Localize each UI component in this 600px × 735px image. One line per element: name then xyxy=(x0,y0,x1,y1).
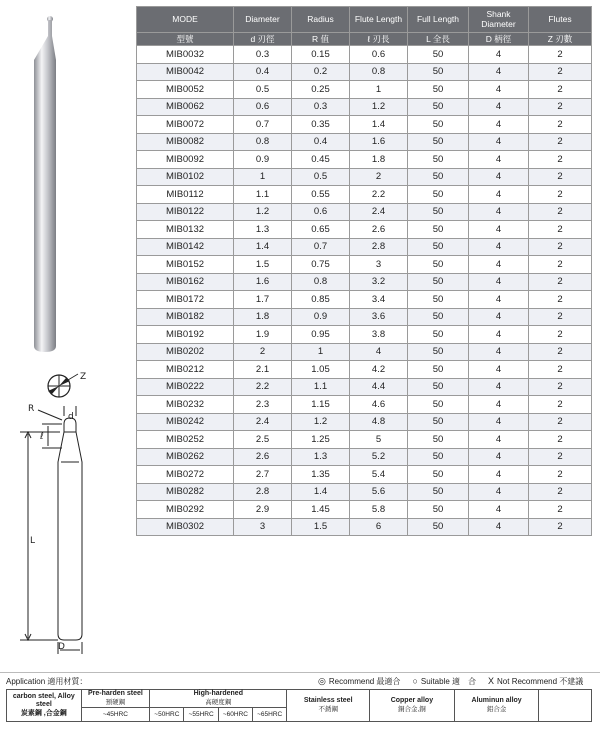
cell-radius: 1.05 xyxy=(292,361,350,379)
cell-shank-diameter: 4 xyxy=(469,378,529,396)
cell-shank-diameter: 4 xyxy=(469,63,529,81)
cell-model: MIB0262 xyxy=(137,448,234,466)
cell-radius: 1.4 xyxy=(292,483,350,501)
table-row xyxy=(137,431,592,449)
table-row xyxy=(137,483,592,501)
cell-shank-diameter: 4 xyxy=(469,81,529,99)
cell-flute-length: 5 xyxy=(350,431,408,449)
cell-radius: 0.55 xyxy=(292,186,350,204)
table-row xyxy=(137,291,592,309)
cell-flute-length: 0.8 xyxy=(350,63,408,81)
header-flutes: Flutes xyxy=(529,7,592,33)
application-label: Application 適用材質： xyxy=(6,677,88,686)
cell-radius: 0.25 xyxy=(292,81,350,99)
cell-shank-diameter: 4 xyxy=(469,186,529,204)
cell-flute-length: 6 xyxy=(350,518,408,536)
full-length-label: L xyxy=(30,536,36,546)
cell-flutes: 2 xyxy=(529,151,592,169)
cell-radius: 1.15 xyxy=(292,396,350,414)
cell-full-length: 50 xyxy=(408,501,469,519)
flute-length-label: ℓ xyxy=(40,432,44,442)
cell-radius: 0.8 xyxy=(292,273,350,291)
cell-flute-length: 1.8 xyxy=(350,151,408,169)
pre-harden-range: ~45HRC xyxy=(81,708,150,722)
table-row xyxy=(137,256,592,274)
radius-label: R xyxy=(28,404,35,414)
cell-flutes: 2 xyxy=(529,326,592,344)
cell-flutes: 2 xyxy=(529,413,592,431)
cell-flutes: 2 xyxy=(529,46,592,64)
recommend-symbol: ◎ xyxy=(318,676,326,686)
material-carbon-steel xyxy=(7,690,82,722)
cell-full-length: 50 xyxy=(408,46,469,64)
cell-flute-length: 3.6 xyxy=(350,308,408,326)
cell-full-length: 50 xyxy=(408,396,469,414)
dimension-diagram xyxy=(14,398,124,662)
cell-shank-diameter: 4 xyxy=(469,46,529,64)
cell-model: MIB0162 xyxy=(137,273,234,291)
cell-flutes: 2 xyxy=(529,273,592,291)
cell-model: MIB0032 xyxy=(137,46,234,64)
cell-diameter: 2.6 xyxy=(234,448,292,466)
cell-flute-length: 3.8 xyxy=(350,326,408,344)
cell-flutes: 2 xyxy=(529,221,592,239)
copper-en: Copper alloy xyxy=(390,697,434,705)
cell-model: MIB0252 xyxy=(137,431,234,449)
cell-diameter: 1 xyxy=(234,168,292,186)
suitable-symbol: ○ xyxy=(412,676,418,686)
subheader-mode: 型號 xyxy=(137,33,234,46)
cell-flute-length: 1.4 xyxy=(350,116,408,134)
legend-recommend xyxy=(318,676,400,687)
cell-flutes: 2 xyxy=(529,396,592,414)
cell-full-length: 50 xyxy=(408,413,469,431)
legend-not-recommend xyxy=(488,676,583,687)
cell-flutes: 2 xyxy=(529,238,592,256)
cell-flute-length: 5.8 xyxy=(350,501,408,519)
cell-shank-diameter: 4 xyxy=(469,413,529,431)
cell-model: MIB0152 xyxy=(137,256,234,274)
table-row xyxy=(137,203,592,221)
legend-suitable xyxy=(412,676,476,687)
table-row xyxy=(137,168,592,186)
cell-diameter: 1.3 xyxy=(234,221,292,239)
application-header-row xyxy=(7,690,592,708)
shank-diameter-label: D xyxy=(58,642,65,652)
suitable-text: Suitable 適 合 xyxy=(420,677,477,686)
cell-model: MIB0122 xyxy=(137,203,234,221)
table-row xyxy=(137,116,592,134)
cell-shank-diameter: 4 xyxy=(469,98,529,116)
cell-model: MIB0102 xyxy=(137,168,234,186)
cell-shank-diameter: 4 xyxy=(469,273,529,291)
cell-flute-length: 3.2 xyxy=(350,273,408,291)
high-hardened-range-60: ~60HRC xyxy=(218,708,252,722)
cell-model: MIB0222 xyxy=(137,378,234,396)
material-high-hardened xyxy=(150,690,287,708)
cell-shank-diameter: 4 xyxy=(469,326,529,344)
cell-diameter: 0.9 xyxy=(234,151,292,169)
cell-flutes: 2 xyxy=(529,343,592,361)
cell-flute-length: 2 xyxy=(350,168,408,186)
cell-full-length: 50 xyxy=(408,63,469,81)
table-row xyxy=(137,186,592,204)
cell-diameter: 0.6 xyxy=(234,98,292,116)
cell-diameter: 0.7 xyxy=(234,116,292,134)
not-recommend-text: Not Recommend 不建議 xyxy=(497,677,584,686)
pre-harden-zh: 預硬鋼 xyxy=(105,698,126,706)
cell-radius: 1.2 xyxy=(292,413,350,431)
cell-flute-length: 4.6 xyxy=(350,396,408,414)
material-pre-harden xyxy=(81,690,150,708)
cell-flute-length: 4.2 xyxy=(350,361,408,379)
cell-flutes: 2 xyxy=(529,291,592,309)
flute-count-label: Z xyxy=(80,372,87,382)
cell-diameter: 1.7 xyxy=(234,291,292,309)
cell-flutes: 2 xyxy=(529,361,592,379)
high-hardened-zh: 高硬度鋼 xyxy=(205,698,232,706)
cell-radius: 0.45 xyxy=(292,151,350,169)
cell-model: MIB0072 xyxy=(137,116,234,134)
cell-flutes: 2 xyxy=(529,133,592,151)
cell-model: MIB0112 xyxy=(137,186,234,204)
cell-full-length: 50 xyxy=(408,256,469,274)
cell-diameter: 1.6 xyxy=(234,273,292,291)
cell-model: MIB0172 xyxy=(137,291,234,309)
cell-flute-length: 5.6 xyxy=(350,483,408,501)
high-hardened-range-65: ~65HRC xyxy=(253,708,287,722)
cell-flute-length: 2.2 xyxy=(350,186,408,204)
spec-table xyxy=(136,6,592,536)
subheader-radius: R 值 xyxy=(292,33,350,46)
cell-radius: 1.1 xyxy=(292,378,350,396)
cell-model: MIB0202 xyxy=(137,343,234,361)
cell-shank-diameter: 4 xyxy=(469,466,529,484)
carbon-steel-zh: 炭素鋼 ,合金鋼 xyxy=(20,709,67,717)
end-mill-photo xyxy=(28,14,62,354)
cell-diameter: 1.4 xyxy=(234,238,292,256)
cell-full-length: 50 xyxy=(408,273,469,291)
subheader-flute-length: ℓ 刃長 xyxy=(350,33,408,46)
cell-full-length: 50 xyxy=(408,238,469,256)
cell-flutes: 2 xyxy=(529,501,592,519)
table-row xyxy=(137,413,592,431)
subheader-diameter: d 刃徑 xyxy=(234,33,292,46)
cell-radius: 0.15 xyxy=(292,46,350,64)
material-copper xyxy=(370,690,455,722)
table-row xyxy=(137,501,592,519)
cell-shank-diameter: 4 xyxy=(469,501,529,519)
cell-model: MIB0302 xyxy=(137,518,234,536)
cell-model: MIB0092 xyxy=(137,151,234,169)
cell-diameter: 0.5 xyxy=(234,81,292,99)
cell-flutes: 2 xyxy=(529,518,592,536)
cell-shank-diameter: 4 xyxy=(469,448,529,466)
cell-model: MIB0052 xyxy=(137,81,234,99)
subheader-shank-diameter: D 柄徑 xyxy=(469,33,529,46)
cell-flutes: 2 xyxy=(529,203,592,221)
cell-flutes: 2 xyxy=(529,308,592,326)
cell-flutes: 2 xyxy=(529,483,592,501)
not-recommend-symbol: X xyxy=(488,676,495,686)
table-row xyxy=(137,63,592,81)
spec-table-container xyxy=(136,6,591,536)
cell-model: MIB0142 xyxy=(137,238,234,256)
cell-shank-diameter: 4 xyxy=(469,151,529,169)
table-row xyxy=(137,466,592,484)
table-row xyxy=(137,378,592,396)
stainless-en: Stainless steel xyxy=(303,697,353,705)
cell-flute-length: 3 xyxy=(350,256,408,274)
cell-diameter: 2.7 xyxy=(234,466,292,484)
table-row xyxy=(137,448,592,466)
cell-full-length: 50 xyxy=(408,291,469,309)
cell-radius: 0.85 xyxy=(292,291,350,309)
cell-radius: 0.4 xyxy=(292,133,350,151)
cell-flute-length: 0.6 xyxy=(350,46,408,64)
cell-radius: 0.95 xyxy=(292,326,350,344)
cell-flute-length: 2.8 xyxy=(350,238,408,256)
cell-radius: 1 xyxy=(292,343,350,361)
table-row xyxy=(137,273,592,291)
cell-shank-diameter: 4 xyxy=(469,203,529,221)
cell-flutes: 2 xyxy=(529,256,592,274)
table-row xyxy=(137,151,592,169)
table-row xyxy=(137,326,592,344)
cell-flutes: 2 xyxy=(529,466,592,484)
cell-flute-length: 1.2 xyxy=(350,98,408,116)
cell-full-length: 50 xyxy=(408,186,469,204)
header-diameter: Diameter xyxy=(234,7,292,33)
cell-diameter: 2.9 xyxy=(234,501,292,519)
cell-shank-diameter: 4 xyxy=(469,518,529,536)
cell-flutes: 2 xyxy=(529,98,592,116)
cell-flute-length: 4.8 xyxy=(350,413,408,431)
cell-shank-diameter: 4 xyxy=(469,483,529,501)
cell-radius: 0.35 xyxy=(292,116,350,134)
cell-radius: 1.45 xyxy=(292,501,350,519)
cell-flutes: 2 xyxy=(529,378,592,396)
cell-full-length: 50 xyxy=(408,448,469,466)
table-row xyxy=(137,343,592,361)
cell-radius: 0.9 xyxy=(292,308,350,326)
cell-radius: 0.7 xyxy=(292,238,350,256)
cell-shank-diameter: 4 xyxy=(469,256,529,274)
material-extra xyxy=(539,690,592,722)
cell-flute-length: 2.4 xyxy=(350,203,408,221)
pre-harden-en: Pre-harden steel xyxy=(87,690,143,698)
cell-model: MIB0212 xyxy=(137,361,234,379)
diameter-label: d xyxy=(68,412,74,422)
subheader-full-length: L 全長 xyxy=(408,33,469,46)
cell-diameter: 2.5 xyxy=(234,431,292,449)
cell-full-length: 50 xyxy=(408,378,469,396)
cell-shank-diameter: 4 xyxy=(469,308,529,326)
cell-flute-length: 4.4 xyxy=(350,378,408,396)
cell-flutes: 2 xyxy=(529,186,592,204)
cell-full-length: 50 xyxy=(408,466,469,484)
cell-flute-length: 2.6 xyxy=(350,221,408,239)
cell-shank-diameter: 4 xyxy=(469,361,529,379)
table-row xyxy=(137,361,592,379)
cell-diameter: 2.4 xyxy=(234,413,292,431)
cell-radius: 1.25 xyxy=(292,431,350,449)
cell-radius: 1.5 xyxy=(292,518,350,536)
cell-diameter: 0.3 xyxy=(234,46,292,64)
cell-flute-length: 1.6 xyxy=(350,133,408,151)
cell-diameter: 1.1 xyxy=(234,186,292,204)
cell-radius: 0.75 xyxy=(292,256,350,274)
cell-full-length: 50 xyxy=(408,518,469,536)
cell-radius: 0.5 xyxy=(292,168,350,186)
table-row xyxy=(137,98,592,116)
cell-shank-diameter: 4 xyxy=(469,133,529,151)
header-full-length: Full Length xyxy=(408,7,469,33)
table-row xyxy=(137,518,592,536)
table-row xyxy=(137,221,592,239)
cell-flute-length: 5.2 xyxy=(350,448,408,466)
header-mode: MODE xyxy=(137,7,234,33)
cell-flute-length: 4 xyxy=(350,343,408,361)
cell-full-length: 50 xyxy=(408,483,469,501)
subheader-row xyxy=(137,33,592,46)
cell-full-length: 50 xyxy=(408,98,469,116)
cell-shank-diameter: 4 xyxy=(469,291,529,309)
application-table xyxy=(6,689,592,722)
cell-diameter: 2.2 xyxy=(234,378,292,396)
cell-shank-diameter: 4 xyxy=(469,116,529,134)
cell-model: MIB0132 xyxy=(137,221,234,239)
cell-shank-diameter: 4 xyxy=(469,431,529,449)
copper-zh: 銅合金,銅 xyxy=(398,705,426,713)
cell-flutes: 2 xyxy=(529,448,592,466)
cell-diameter: 0.8 xyxy=(234,133,292,151)
aluminum-zh: 鋁合金 xyxy=(486,705,507,713)
cell-diameter: 2.1 xyxy=(234,361,292,379)
cell-full-length: 50 xyxy=(408,361,469,379)
stainless-zh: 不銹鋼 xyxy=(318,705,338,713)
legend xyxy=(318,676,583,687)
carbon-steel-en: carbon steel, Alloy steel xyxy=(12,692,75,709)
table-row xyxy=(137,133,592,151)
application-divider xyxy=(0,672,600,673)
cell-full-length: 50 xyxy=(408,431,469,449)
cell-full-length: 50 xyxy=(408,326,469,344)
spec-table-body xyxy=(137,46,592,536)
cell-radius: 0.65 xyxy=(292,221,350,239)
cell-full-length: 50 xyxy=(408,343,469,361)
cell-flute-length: 3.4 xyxy=(350,291,408,309)
high-hardened-range-50: ~50HRC xyxy=(150,708,184,722)
header-row xyxy=(137,7,592,33)
cell-diameter: 2.8 xyxy=(234,483,292,501)
table-row xyxy=(137,238,592,256)
table-row xyxy=(137,46,592,64)
cell-diameter: 1.2 xyxy=(234,203,292,221)
cell-radius: 1.35 xyxy=(292,466,350,484)
cell-diameter: 2.3 xyxy=(234,396,292,414)
cell-model: MIB0232 xyxy=(137,396,234,414)
cell-diameter: 1.9 xyxy=(234,326,292,344)
cell-model: MIB0192 xyxy=(137,326,234,344)
cell-full-length: 50 xyxy=(408,116,469,134)
cell-shank-diameter: 4 xyxy=(469,238,529,256)
cell-flute-length: 1 xyxy=(350,81,408,99)
cell-full-length: 50 xyxy=(408,168,469,186)
cell-diameter: 2 xyxy=(234,343,292,361)
cell-model: MIB0182 xyxy=(137,308,234,326)
table-row xyxy=(137,396,592,414)
header-flute-length: Flute Length xyxy=(350,7,408,33)
table-row xyxy=(137,308,592,326)
recommend-text: Recommend 最適合 xyxy=(328,677,401,686)
high-hardened-en: High-hardened xyxy=(193,690,243,698)
cell-model: MIB0042 xyxy=(137,63,234,81)
high-hardened-range-55: ~55HRC xyxy=(184,708,218,722)
cell-full-length: 50 xyxy=(408,203,469,221)
cell-diameter: 3 xyxy=(234,518,292,536)
cell-diameter: 0.4 xyxy=(234,63,292,81)
cell-model: MIB0062 xyxy=(137,98,234,116)
cell-full-length: 50 xyxy=(408,151,469,169)
cell-model: MIB0292 xyxy=(137,501,234,519)
cell-shank-diameter: 4 xyxy=(469,168,529,186)
cell-radius: 0.3 xyxy=(292,98,350,116)
cell-diameter: 1.8 xyxy=(234,308,292,326)
cell-full-length: 50 xyxy=(408,308,469,326)
cell-model: MIB0282 xyxy=(137,483,234,501)
cell-model: MIB0082 xyxy=(137,133,234,151)
cell-radius: 1.3 xyxy=(292,448,350,466)
material-aluminum xyxy=(454,690,539,722)
table-row xyxy=(137,81,592,99)
cell-flutes: 2 xyxy=(529,63,592,81)
header-radius: Radius xyxy=(292,7,350,33)
material-stainless xyxy=(287,690,370,722)
cell-flutes: 2 xyxy=(529,168,592,186)
cell-flutes: 2 xyxy=(529,81,592,99)
cell-shank-diameter: 4 xyxy=(469,396,529,414)
cell-radius: 0.6 xyxy=(292,203,350,221)
cell-shank-diameter: 4 xyxy=(469,343,529,361)
cell-full-length: 50 xyxy=(408,221,469,239)
cell-model: MIB0242 xyxy=(137,413,234,431)
cell-shank-diameter: 4 xyxy=(469,221,529,239)
cell-full-length: 50 xyxy=(408,133,469,151)
cell-model: MIB0272 xyxy=(137,466,234,484)
cell-flutes: 2 xyxy=(529,431,592,449)
cell-radius: 0.2 xyxy=(292,63,350,81)
cell-diameter: 1.5 xyxy=(234,256,292,274)
cell-flutes: 2 xyxy=(529,116,592,134)
subheader-flutes: Z 刃數 xyxy=(529,33,592,46)
aluminum-en: Aluminun alloy xyxy=(471,697,522,705)
cell-full-length: 50 xyxy=(408,81,469,99)
cell-flute-length: 5.4 xyxy=(350,466,408,484)
header-shank-diameter: Shank Diameter xyxy=(469,7,529,33)
